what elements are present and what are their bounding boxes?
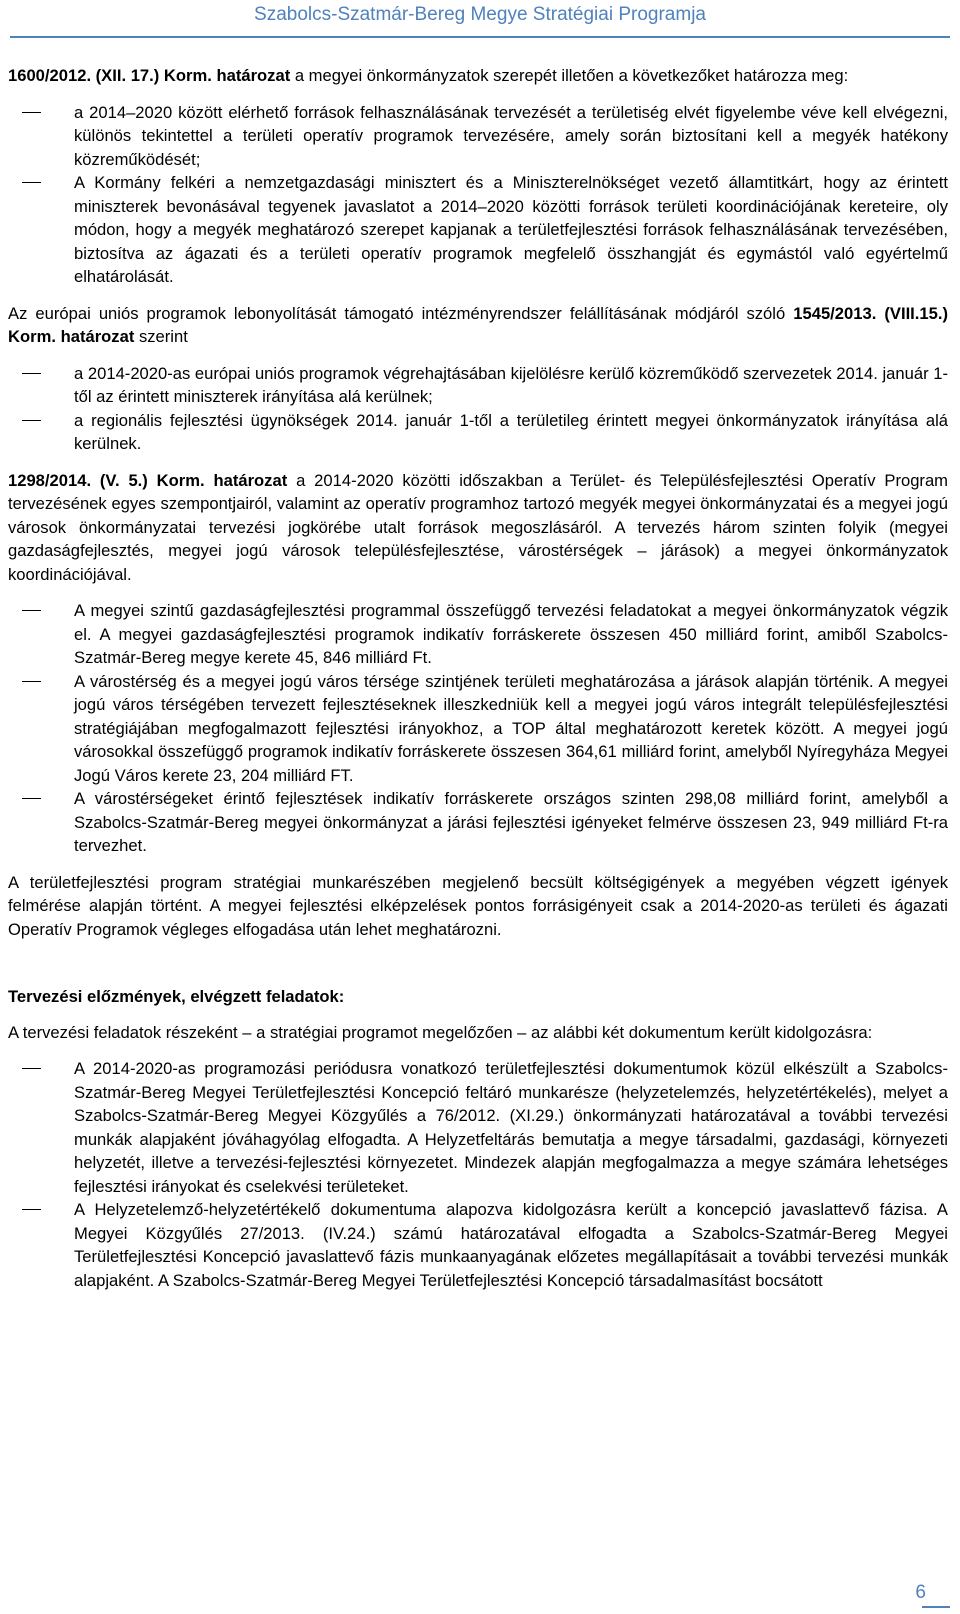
paragraph-1600-2012: [8, 64, 948, 88]
running-header: [0, 0, 960, 38]
list-item: A várostérség és a megyei jogú város térsége szintjének területi meghatározása a járások alapján történik. A megyei jogú város térségében tervezett fejlesztéseknek illeszkedniük kell a megyei jogú város integrált településfejlesztési stratégiájában megfogalmazott fejlesztési irányokhoz, a TOP által meghatározott keretek között. A megyei jogú városokkal összefüggő programok indikatív forráskerete összesen 364,61 milliárd forint, amelyből Nyíregyháza Megyei Jogú Város kerete 23, 204 milliárd FT.: [8, 670, 948, 788]
list-item: a 2014–2020 között elérhető források felhasználásának tervezését a területiség elvét figyelembe véve kell elvégezni, különös tekintettel a területi operatív programok tervezésére, amely során biztosítani kell a megyék hatékony közreműködését;: [8, 101, 948, 172]
dash-list-4: [8, 1057, 948, 1292]
list-item: A Helyzetelemző-helyzetértékelő dokumentuma alapozva kidolgozásra került a koncepció javaslattevő fázisa. A Megyei Közgyűlés 27/2013. (IV.24.) számú határozatával elfogadta a Szabolcs-Szatmár-Bereg Megyei Területfejlesztési Koncepció javaslattevő fázis munkaanyagának előzetes megállapításait a további tervezési munkák alapjaként. A Szabolcs-Szatmár-Bereg Megyei Területfejlesztési Koncepció társadalmasítást bocsátott: [8, 1198, 948, 1292]
footer-rule: [922, 1606, 950, 1608]
header-title: Szabolcs-Szatmár-Bereg Megye Stratégiai Programja: [254, 4, 706, 25]
decree-type: határozat: [60, 327, 135, 346]
page-number: 6: [915, 1582, 926, 1603]
document-body: [8, 64, 948, 1305]
paragraph-text: szerint: [134, 327, 188, 346]
decree-reference: 1298/2014. (V. 5.) Korm. határozat: [8, 470, 288, 490]
dash-list-1: [8, 101, 948, 289]
list-item: A Kormány felkéri a nemzetgazdasági minisztert és a Miniszterelnökséget vezető államtitkárt, hogy az érintett miniszterek bevonásával tegyenek javaslatot a 2014–2020 közötti források területi koordinációjának kereteire, oly módon, hogy a megyék meghatározó szerepet kapjanak a területfejlesztési források felhasználásának tervezésében, biztosítva az ágazati és a területi operatív programok megfelelő összhangját és egymástól való egyértelmű elhatárolását.: [8, 171, 948, 289]
list-item: A várostérségeket érintő fejlesztések indikatív forráskerete országos szinten 298,08 milliárd forint, amelyből a Szabolcs-Szatmár-Bereg megyei önkormányzat a járási fejlesztési igényeket felmérve összesen 23, 949 milliárd Ft-ra tervezhet.: [8, 787, 948, 858]
list-item: A 2014-2020-as programozási periódusra vonatkozó területfejlesztési dokumentumok közül elkészült a Szabolcs-Szatmár-Bereg Megyei Területfejlesztési Koncepció feltáró munkarésze (helyzetelemzés, helyzetértékelés), melyet a Szabolcs-Szatmár-Bereg Megyei Közgyűlés a 76/2012. (XI.29.) önkormányzati határozatával a további tervezési munkák alapjaként jóváhagyólag elfogadta. A Helyzetfeltárás bemutatja a megye társadalmi, gazdasági, környezeti helyzetét, illetve a tervezési-fejlesztési környezetet. Mindezek alapján megfogalmazza a megye számára lehetséges fejlesztési irányokat és cselekvési területeket.: [8, 1057, 948, 1198]
list-item: a 2014-2020-as európai uniós programok végrehajtásában kijelölésre kerülő közreműködő szervezetek 2014. január 1-től az érintett miniszterek irányítása alá kerülnek;: [8, 362, 948, 409]
dash-list-3: [8, 599, 948, 858]
paragraph-planning-tasks: A tervezési feladatok részeként – a stratégiai programot megelőzően – az alábbi két dokumentum került kidolgozásra:: [8, 1022, 873, 1042]
paragraph-1545-2013: [8, 302, 948, 349]
paragraph-1298-2014: [8, 469, 948, 587]
list-item: a regionális fejlesztési ügynökségek 2014. január 1-től a területileg érintett megyei önkormányzatok irányítása alá kerülnek.: [8, 409, 948, 456]
section-heading: Tervezési előzmények, elvégzett feladatok:: [8, 987, 345, 1006]
list-item: A megyei szintű gazdaságfejlesztési programmal összefüggő tervezési feladatokat a megyei önkormányzatok végzik el. A megyei gazdaságfejlesztési programok indikatív forráskerete összesen 450 milliárd forint, amiből Szabolcs-Szatmár-Bereg megye kerete 45, 846 milliárd Ft.: [8, 599, 948, 670]
paragraph-text: a 2014-2020 közötti időszakban a Terület- és Településfejlesztési Operatív Program tervezésének egyes szempontjairól, valamint az operatív programhoz tartozó megyék megyei önkormányzatai és a megyei jogú városok önkormányzatai tervezési jogkörébe utalt források megoszlásáról. A tervezés három szinten folyik (megyei gazdaságfejlesztés, megyei jogú városok településfejlesztése, várostérségek – járások) a megyei önkormányzatok koordinációjával.: [8, 470, 948, 584]
dash-list-2: [8, 362, 948, 456]
header-rule: [10, 36, 950, 38]
decree-reference: 1545/2013. (VIII.15.) Korm.: [8, 303, 948, 346]
paragraph-text: Az európai uniós programok lebonyolítását támogató intézményrendszer felállításának módjáról szóló: [8, 303, 794, 323]
decree-reference: 1600/2012. (XII. 17.) Korm. határozat: [8, 66, 291, 85]
paragraph-text: a megyei önkormányzatok szerepét illetően a következőket határozza meg:: [290, 66, 849, 85]
paragraph-cost-estimate: A területfejlesztési program stratégiai munkarészében megjelenő becsült költségigények a megyében végzett igények felmérése alapján történt. A megyei fejlesztési elképzelések pontos forrásigényeit csak a 2014-2020-as területi és ágazati Operatív Programok végleges elfogadása után lehet meghatározni.: [8, 872, 948, 939]
